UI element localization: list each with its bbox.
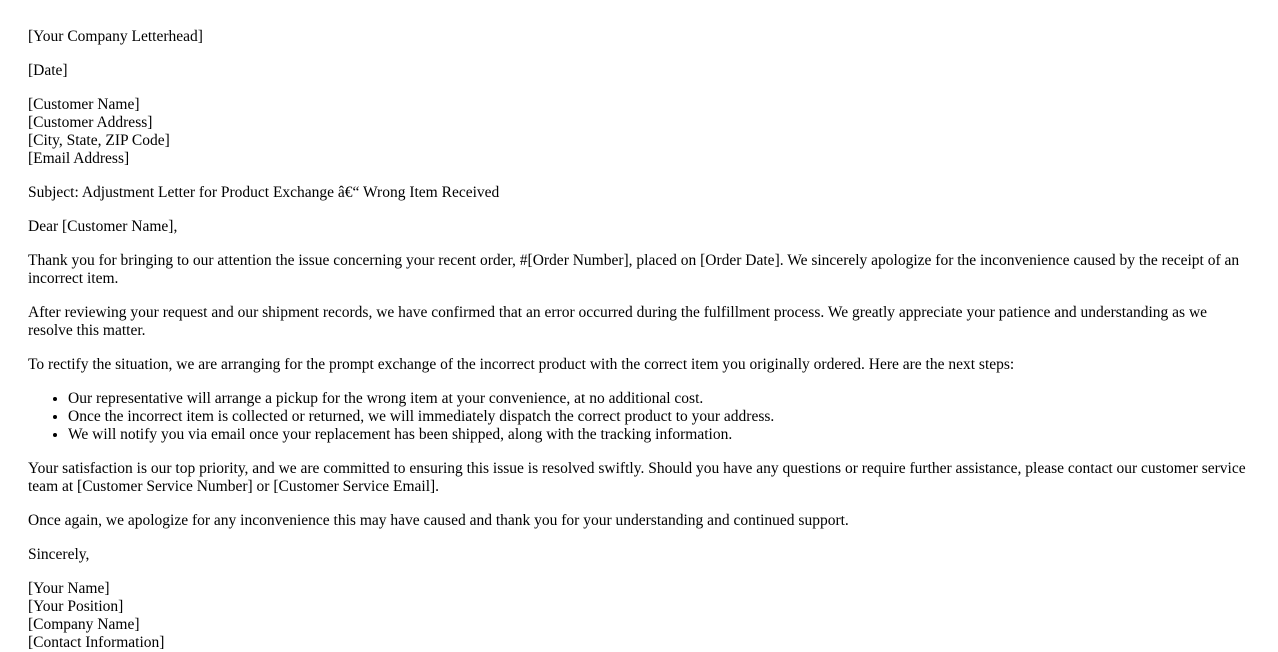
sender-position: [Your Position]: [28, 598, 124, 615]
salutation: Dear [Customer Name],: [28, 218, 178, 235]
sender-company: [Company Name]: [28, 616, 140, 633]
sender-block: [28, 580, 1250, 652]
body-paragraph-2: After reviewing your request and our shipment records, we have confirmed that an error occurred during the fulfillment process. We greatly appreciate your patience and understanding as we resolve this matter.: [28, 304, 1208, 339]
sender-name: [Your Name]: [28, 580, 110, 597]
recipient-block: [28, 96, 1250, 168]
recipient-address: [Customer Address]: [28, 114, 153, 131]
list-item: • We will notify you via email once your replacement has been shipped, along with the tracking information.: [68, 426, 1250, 444]
body-paragraph-1: Thank you for bringing to our attention the issue concerning your recent order, #[Order Number], placed on [Order Date]. We sincerely apologize for the inconvenience caused by the receipt of an incorrect item.: [28, 252, 1240, 287]
sender-contact: [Contact Information]: [28, 634, 165, 651]
closing-paragraph-2: Once again, we apologize for any inconvenience this may have caused and thank you for your understanding and continued support.: [28, 512, 849, 529]
list-item: • Once the incorrect item is collected or returned, we will immediately dispatch the correct product to your address.: [68, 408, 1250, 426]
body-paragraph-3: To rectify the situation, we are arranging for the prompt exchange of the incorrect product with the correct item you originally ordered. Here are the next steps:: [28, 356, 1015, 373]
next-steps-list: [28, 390, 1250, 444]
closing-paragraph-1: Your satisfaction is our top priority, and we are committed to ensuring this issue is resolved swiftly. Should you have any questions or require further assistance, please contact our customer service team at [Customer Service Number] or [Customer Service Email].: [28, 460, 1246, 495]
signoff: Sincerely,: [28, 546, 90, 563]
recipient-name: [Customer Name]: [28, 96, 140, 113]
subject-line: Subject: Adjustment Letter for Product Exchange â€“ Wrong Item Received: [28, 184, 500, 201]
recipient-city-state-zip: [City, State, ZIP Code]: [28, 132, 170, 149]
list-item: • Our representative will arrange a pickup for the wrong item at your convenience, at no additional cost.: [68, 390, 1250, 408]
letterhead: [Your Company Letterhead]: [28, 28, 203, 45]
recipient-email: [Email Address]: [28, 150, 130, 167]
letter-date: [Date]: [28, 62, 68, 79]
